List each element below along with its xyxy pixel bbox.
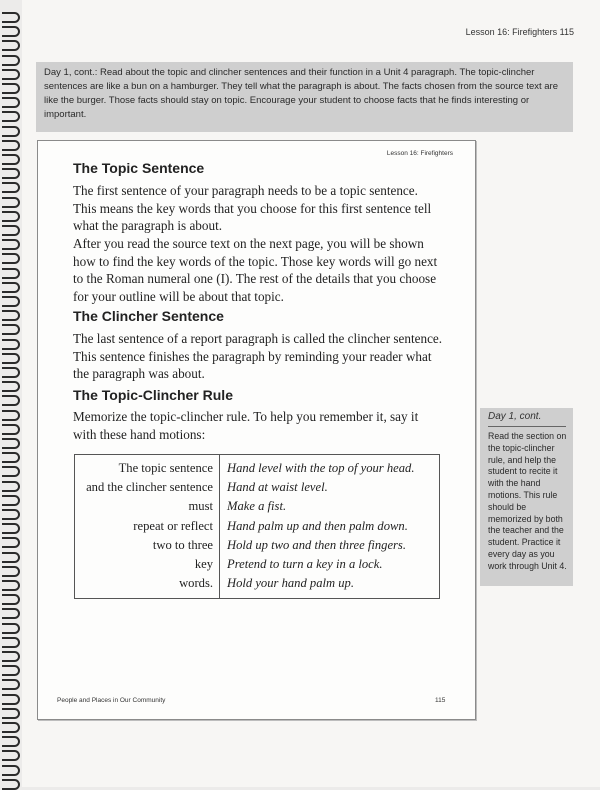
topic-sentence-heading: The Topic Sentence [73, 160, 205, 176]
hand-motion: Hand level with the top of your head. [227, 461, 415, 476]
spiral-coil [2, 452, 20, 463]
spiral-coil [2, 552, 20, 563]
table-row [75, 517, 440, 536]
clincher-sentence-heading: The Clincher Sentence [73, 308, 224, 324]
spiral-coil [2, 140, 20, 151]
hand-motion: Pretend to turn a key in a lock. [227, 557, 383, 572]
spiral-coil [2, 367, 20, 378]
spiral-coil [2, 637, 20, 648]
table-row [75, 555, 440, 574]
spiral-coil [2, 694, 20, 705]
clincher-paragraph: The last sentence of a report paragraph is called the clincher sentence. This sentence finishes the paragraph by reminding your reader what the paragraph was about. [73, 331, 443, 381]
spiral-coil [2, 509, 20, 520]
spiral-coil [2, 481, 20, 492]
spiral-binding [0, 0, 22, 787]
hand-motion-table [74, 454, 440, 599]
hand-motion: Make a fist. [227, 499, 287, 514]
spiral-coil [2, 438, 20, 449]
spiral-coil [2, 211, 20, 222]
spiral-coil [2, 353, 20, 364]
spiral-coil [2, 26, 20, 37]
spiral-coil [2, 424, 20, 435]
spiral-coil [2, 182, 20, 193]
spiral-coil [2, 580, 20, 591]
spiral-coil [2, 651, 20, 662]
hand-motion: Hold up two and then three fingers. [227, 537, 406, 552]
spiral-coil [2, 339, 20, 350]
spiral-coil [2, 111, 20, 122]
spiral-coil [2, 665, 20, 676]
spiral-coil [2, 608, 20, 619]
student-page-footer: People and Places in Our Community [57, 697, 166, 704]
spiral-coil [2, 395, 20, 406]
spiral-coil [2, 282, 20, 293]
spiral-coil [2, 708, 20, 719]
rule-words: The topic sentence [75, 455, 220, 479]
table-row [75, 574, 440, 599]
table-row [75, 497, 440, 516]
spiral-coil [2, 310, 20, 321]
spiral-coil [2, 537, 20, 548]
spiral-coil [2, 523, 20, 534]
spiral-coil [2, 83, 20, 94]
rule-paragraph: Memorize the topic-clincher rule. To help you remember it, say it with these hand motions: [73, 409, 419, 442]
spiral-coil [2, 410, 20, 421]
spiral-coil [2, 324, 20, 335]
sidebar-divider [488, 426, 566, 427]
running-head: Lesson 16: Firefighters 115 [465, 27, 574, 37]
spiral-coil [2, 12, 20, 23]
spiral-coil [2, 736, 20, 747]
sidebar-body: Read the section on the topic-clincher rule, and help the student to recite it with the hand motions. This rule should be memorized by both the teacher and the student. Practice it every day as you work through Unit 4. [488, 431, 567, 571]
student-page [37, 140, 476, 720]
spiral-coil [2, 765, 20, 776]
student-page-head: Lesson 16: Firefighters [386, 150, 453, 157]
topic-paragraph-2: After you read the source text on the next page, you will be shown how to find the key words of the topic. Those key words will go next to the Roman numeral one (I). The rest of the details that you choose for your outline will be about that topic. [73, 236, 438, 304]
student-page-number: 115 [435, 697, 446, 704]
spiral-coil [2, 722, 20, 733]
rule-words: must [75, 497, 220, 516]
rule-words: and the clincher sentence [75, 478, 220, 497]
spiral-coil [2, 566, 20, 577]
hand-motion: Hand palm up and then palm down. [227, 518, 408, 533]
spiral-coil [2, 268, 20, 279]
sidebar-title: Day 1, cont. [488, 411, 542, 422]
spiral-coil [2, 197, 20, 208]
spiral-coil [2, 97, 20, 108]
spiral-coil [2, 239, 20, 250]
spiral-coil [2, 168, 20, 179]
spiral-coil [2, 225, 20, 236]
spiral-coil [2, 495, 20, 506]
table-row [75, 478, 440, 497]
spiral-coil [2, 381, 20, 392]
spiral-coil [2, 126, 20, 137]
spiral-coil [2, 40, 20, 51]
topic-paragraph-1: The first sentence of your paragraph needs to be a topic sentence. This means the key words that you choose for this first sentence tell what the paragraph is about. [73, 183, 432, 233]
table-row [75, 536, 440, 555]
rule-words: key [75, 555, 220, 574]
spiral-coil [2, 750, 20, 761]
hand-motion: Hand at waist level. [227, 480, 328, 495]
topic-clincher-rule-heading: The Topic-Clincher Rule [73, 387, 233, 403]
spiral-coil [2, 779, 20, 790]
spiral-coil [2, 69, 20, 80]
rule-words: repeat or reflect [75, 517, 220, 536]
spiral-coil [2, 154, 20, 165]
spiral-coil [2, 466, 20, 477]
spiral-coil [2, 55, 20, 66]
spiral-coil [2, 253, 20, 264]
spiral-coil [2, 679, 20, 690]
table-row [75, 455, 440, 479]
spiral-coil [2, 594, 20, 605]
rule-words: words. [75, 574, 220, 599]
teacher-note: Day 1, cont.: Read about the topic and clincher sentences and their function in a Unit 4 paragraph. The topic-clincher sentences are like a bun on a hamburger. They tell what the paragraph is about. The facts chosen from the source text are like the burger. Those facts should stay on topic. Encourage your student to choose facts that he finds interesting or important. [44, 67, 559, 120]
rule-words: two to three [75, 536, 220, 555]
spiral-coil [2, 623, 20, 634]
hand-motion: Hold your hand palm up. [227, 576, 354, 591]
spiral-coil [2, 296, 20, 307]
